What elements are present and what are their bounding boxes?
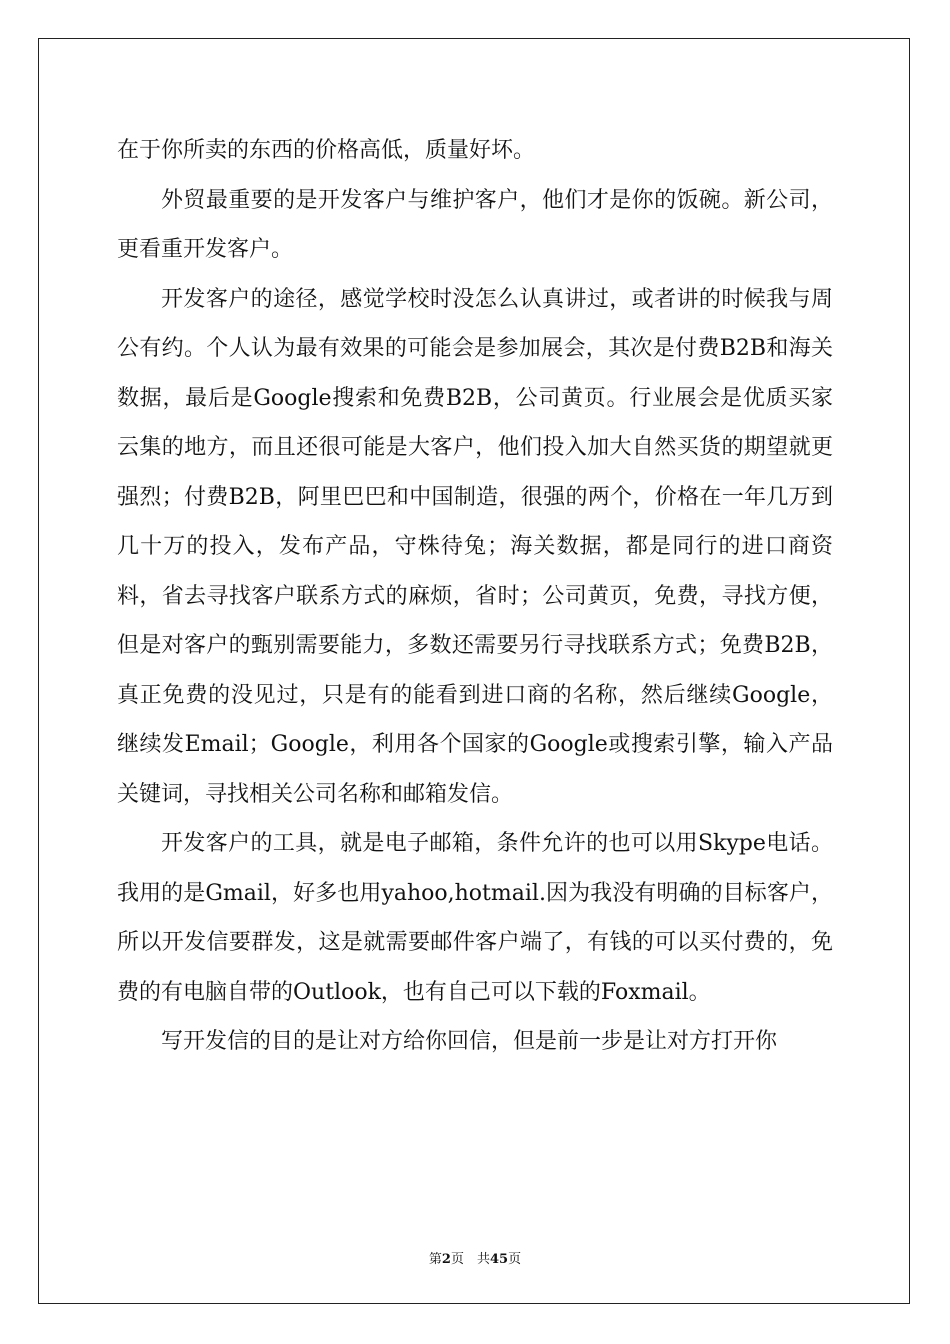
paragraph-4: 开发客户的工具，就是电子邮箱，条件允许的也可以用Skype电话。我用的是Gmail，好多也用yahoo,hotmail.因为我没有明确的目标客户，所以开发信要群发，这是就需要邮件客户端了，有钱的可以买付费的，免费的有电脑自带的Outlook，也有自己可以下载的Foxmail。 — [117, 831, 833, 1005]
paragraph-1: 在于你所卖的东西的价格高低，质量好坏。 — [117, 138, 536, 163]
page-footer — [0, 1248, 950, 1267]
footer-total-pages: 45 — [489, 1252, 509, 1267]
footer-page-number: 2 — [441, 1252, 451, 1267]
paragraph-3: 开发客户的途径，感觉学校时没怎么认真讲过，或者讲的时候我与周公有约。个人认为最有效果的可能会是参加展会，其次是付费B2B和海关数据，最后是Google搜索和免费B2B，公司黄页。行业展会是优质买家云集的地方，而且还很可能是大客户，他们投入加大自然买货的期望就更强烈；付费B2B，阿里巴巴和中国制造，很强的两个，价格在一年几万到几十万的投入，发布产品，守株待兔；海关数据，都是同行的进口商资料，省去寻找客户联系方式的麻烦，省时；公司黄页，免费，寻找方便，但是对客户的甄别需要能力，多数还需要另行寻找联系方式；免费B2B，真正免费的没见过，只是有的能看到进口商的名称，然后继续Google，继续发Email；Google，利用各个国家的Google或搜索引擎，输入产品关键词，寻找相关公司名称和邮箱发信。 — [117, 286, 833, 807]
footer-prefix: 第 — [428, 1252, 442, 1267]
document-body — [117, 126, 833, 1067]
paragraph-5: 写开发信的目的是让对方给你回信，但是前一步是让对方打开你 — [161, 1029, 778, 1054]
footer-mid: 页 共 — [450, 1252, 490, 1267]
footer-suffix: 页 — [508, 1252, 522, 1267]
paragraph-2: 外贸最重要的是开发客户与维护客户，他们才是你的饭碗。新公司，更看重开发客户。 — [117, 187, 833, 262]
